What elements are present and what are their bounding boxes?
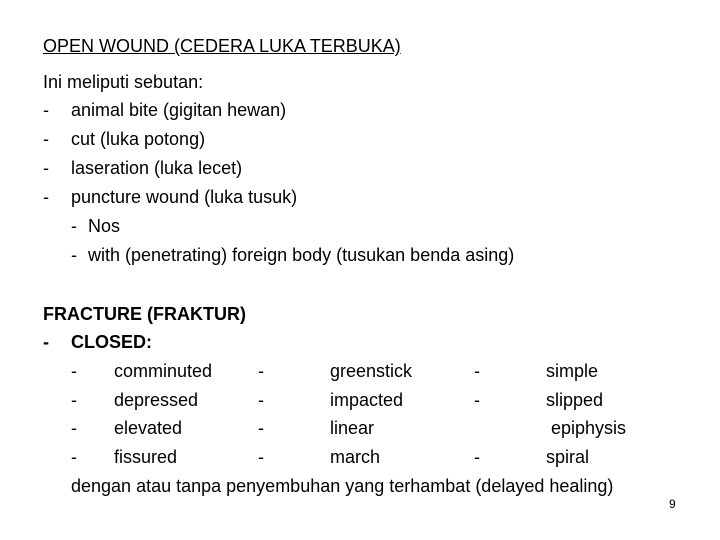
- closed-label: CLOSED:: [71, 332, 152, 352]
- fracture-dash: -: [258, 361, 264, 381]
- subitem-dash: -: [71, 216, 77, 236]
- page-number: 9: [669, 497, 676, 511]
- fracture-type: impacted: [330, 390, 404, 410]
- closed-dash: -: [43, 332, 49, 352]
- item-dash: -: [43, 158, 49, 178]
- fracture-type: spiral: [546, 447, 590, 467]
- fracture-type: linear: [330, 418, 375, 438]
- subitem-foreign-body: with (penetrating) foreign body (tusukan benda asing): [88, 245, 515, 265]
- item-dash: -: [43, 187, 49, 207]
- fracture-type: elevated: [114, 418, 183, 438]
- fracture-dash: -: [71, 361, 77, 381]
- delayed-healing-note: dengan atau tanpa penyembuhan yang terhambat (delayed healing): [71, 476, 614, 496]
- fracture-type: fissured: [114, 447, 178, 467]
- fracture-dash: -: [71, 418, 77, 438]
- fracture-dash: -: [474, 390, 480, 410]
- fracture-type: depressed: [114, 390, 199, 410]
- fracture-type: march: [330, 447, 381, 467]
- item-animal-bite: animal bite (gigitan hewan): [71, 100, 287, 120]
- fracture-type: greenstick: [330, 361, 413, 381]
- fracture-type: slipped: [546, 390, 604, 410]
- subitem-nos: Nos: [88, 216, 121, 236]
- item-dash: -: [43, 129, 49, 149]
- fracture-dash: -: [71, 390, 77, 410]
- fracture-type: comminuted: [114, 361, 213, 381]
- fracture-dash: -: [474, 361, 480, 381]
- fracture-dash: -: [474, 447, 480, 467]
- item-cut: cut (luka potong): [71, 129, 206, 149]
- fracture-title: FRACTURE (FRAKTUR): [43, 304, 246, 324]
- item-dash: -: [43, 100, 49, 120]
- fracture-dash: -: [71, 447, 77, 467]
- open-wound-intro: Ini meliputi sebutan:: [43, 72, 204, 92]
- fracture-type: simple: [546, 361, 599, 381]
- open-wound-title: OPEN WOUND (CEDERA LUKA TERBUKA): [43, 36, 401, 56]
- fracture-dash: -: [258, 390, 264, 410]
- subitem-dash: -: [71, 245, 77, 265]
- fracture-dash: -: [258, 418, 264, 438]
- item-laseration: laseration (luka lecet): [71, 158, 243, 178]
- fracture-dash: -: [258, 447, 264, 467]
- item-puncture: puncture wound (luka tusuk): [71, 187, 298, 207]
- fracture-type: epiphysis: [551, 418, 627, 438]
